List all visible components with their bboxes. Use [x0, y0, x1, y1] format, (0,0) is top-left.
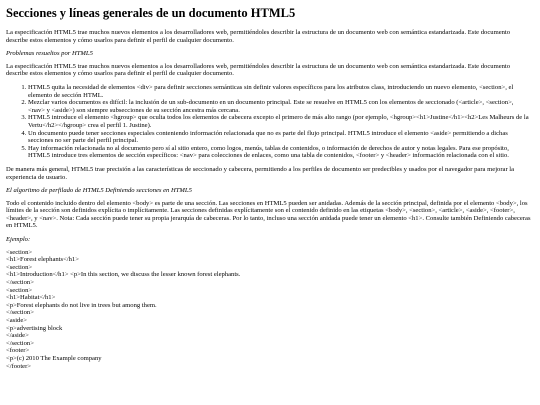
- problems-intro-paragraph: La especificación HTML5 trae muchos nuevos elementos a los desarrolladores web, permitiéndoles describir la estructura de un documento web con semántica estandarizada. Este documento describe estos elementos y cómo usarlos para definir el perfil de cualquier documento.: [6, 62, 511, 78]
- code-line: <h1>Introduction</h1> <p>In this section, we discuss the lesser known forest elephants.: [6, 271, 241, 279]
- list-item: 1. HTML5 quita la necesidad de elementos <div> para definir secciones semánticas sin definir valores específicos para los atributos class, introduciendo un nuevo elemento, <section>, el elemento de sección HTML.: [28, 84, 532, 99]
- problems-list: [6, 84, 532, 160]
- list-item: 3. HTML5 introduce el elemento <hgroup> que oculta todos los elementos de cabecera excepto el primero de más alto rango (por ejemplo, <hgroup><h1>Justine</h1><h2>Les Malheurs de la Vertu</h2></hgroup> crea el perfil 1. Justine).: [28, 114, 532, 129]
- list-item: 2. Mezclar varios documentos es difícil: la inclusión de un sub-documento en un documento principal. Este se resuelve en HTML5 con los elementos de seccionado (<article>, <section>, <nav> y <aside>) son siempre subsecciones de su sección ancestra más cercana.: [28, 99, 532, 114]
- code-line: <section>: [6, 248, 33, 256]
- list-item: 5. Hay información relacionada no al documento pero sí al sitio entero, como logos, menús, tablas de contenidos, o información de derechos de autor y notas legales. Para ese propósito, HTML5 introduce tres elementos de sección específicos: <nav> para colecciones de enlaces, como una tabla de contenidos, <footer> y <header> información relacionada con el sitio.: [28, 145, 532, 160]
- code-line: <p>advertising block: [6, 324, 63, 332]
- page-title: Secciones y líneas generales de un documento HTML5: [6, 6, 296, 20]
- code-line: </aside>: [6, 332, 29, 340]
- code-example: [6, 249, 532, 371]
- code-line: <p>Forest elephants do not live in trees but among them.: [6, 301, 157, 309]
- code-line: <p>(c) 2010 The Example company: [6, 354, 102, 362]
- example-label: Ejemplo:: [6, 236, 31, 244]
- problems-heading: Problemas resueltos por HTML5: [6, 50, 93, 58]
- code-line: <section>: [6, 286, 33, 294]
- intro-paragraph: La especificación HTML5 trae muchos nuevos elementos a los desarrolladores web, permitiéndoles describir la estructura de un documento web con semántica estandarizada. Este documento describe estos elementos y cómo usarlos para definir el perfil de cualquier documento.: [6, 29, 511, 44]
- algorithm-heading: El algoritmo de perfilado de HTML5 Definiendo secciones en HTML5: [6, 187, 192, 195]
- code-line: </footer>: [6, 362, 32, 370]
- code-line: <aside>: [6, 317, 27, 324]
- algorithm-paragraph: Todo el contenido incluido dentro del elemento <body> es parte de una sección. Las secciones en HTML5 pueden ser anidadas. Además de la sección principal, definida por el elemento <body>, los límites de la sección son definidos explícita o implícitamente. Las secciones definidas explícitamente son el contenido definido en las etiquetas <body>, <section>, <article>, <aside>, <footer>, <header>, y <nav>. Nota: Cada sección puede tener su propia jerarquía de cabeceras. Por lo tanto, incluso una sección anidada puede tener un elemento <h1>. Consulte también Definiendo cabeceras en HTML5.: [6, 199, 531, 230]
- code-line: </section>: [6, 279, 34, 287]
- code-line: </section>: [6, 309, 34, 317]
- code-line: <h1>Forest elephants</h1>: [6, 256, 79, 264]
- list-item: 4. Un documento puede tener secciones especiales conteniendo información relacionada que no es parte del flujo principal. HTML5 introduce el elemento <aside> permitiendo a dichas secciones no ser parte del perfil principal.: [28, 130, 532, 145]
- code-line: </section>: [6, 339, 34, 347]
- code-line: <footer>: [6, 347, 30, 355]
- summary-paragraph: De manera más general, HTML5 trae precisión a las características de seccionado y cabecera, permitiendo a los perfiles de documento ser predecibles y usados por el navegador para mejorar la experiencia de usuario.: [6, 165, 515, 181]
- code-line: <section>: [6, 263, 33, 271]
- code-line: <h1>Habitat</h1>: [6, 294, 56, 302]
